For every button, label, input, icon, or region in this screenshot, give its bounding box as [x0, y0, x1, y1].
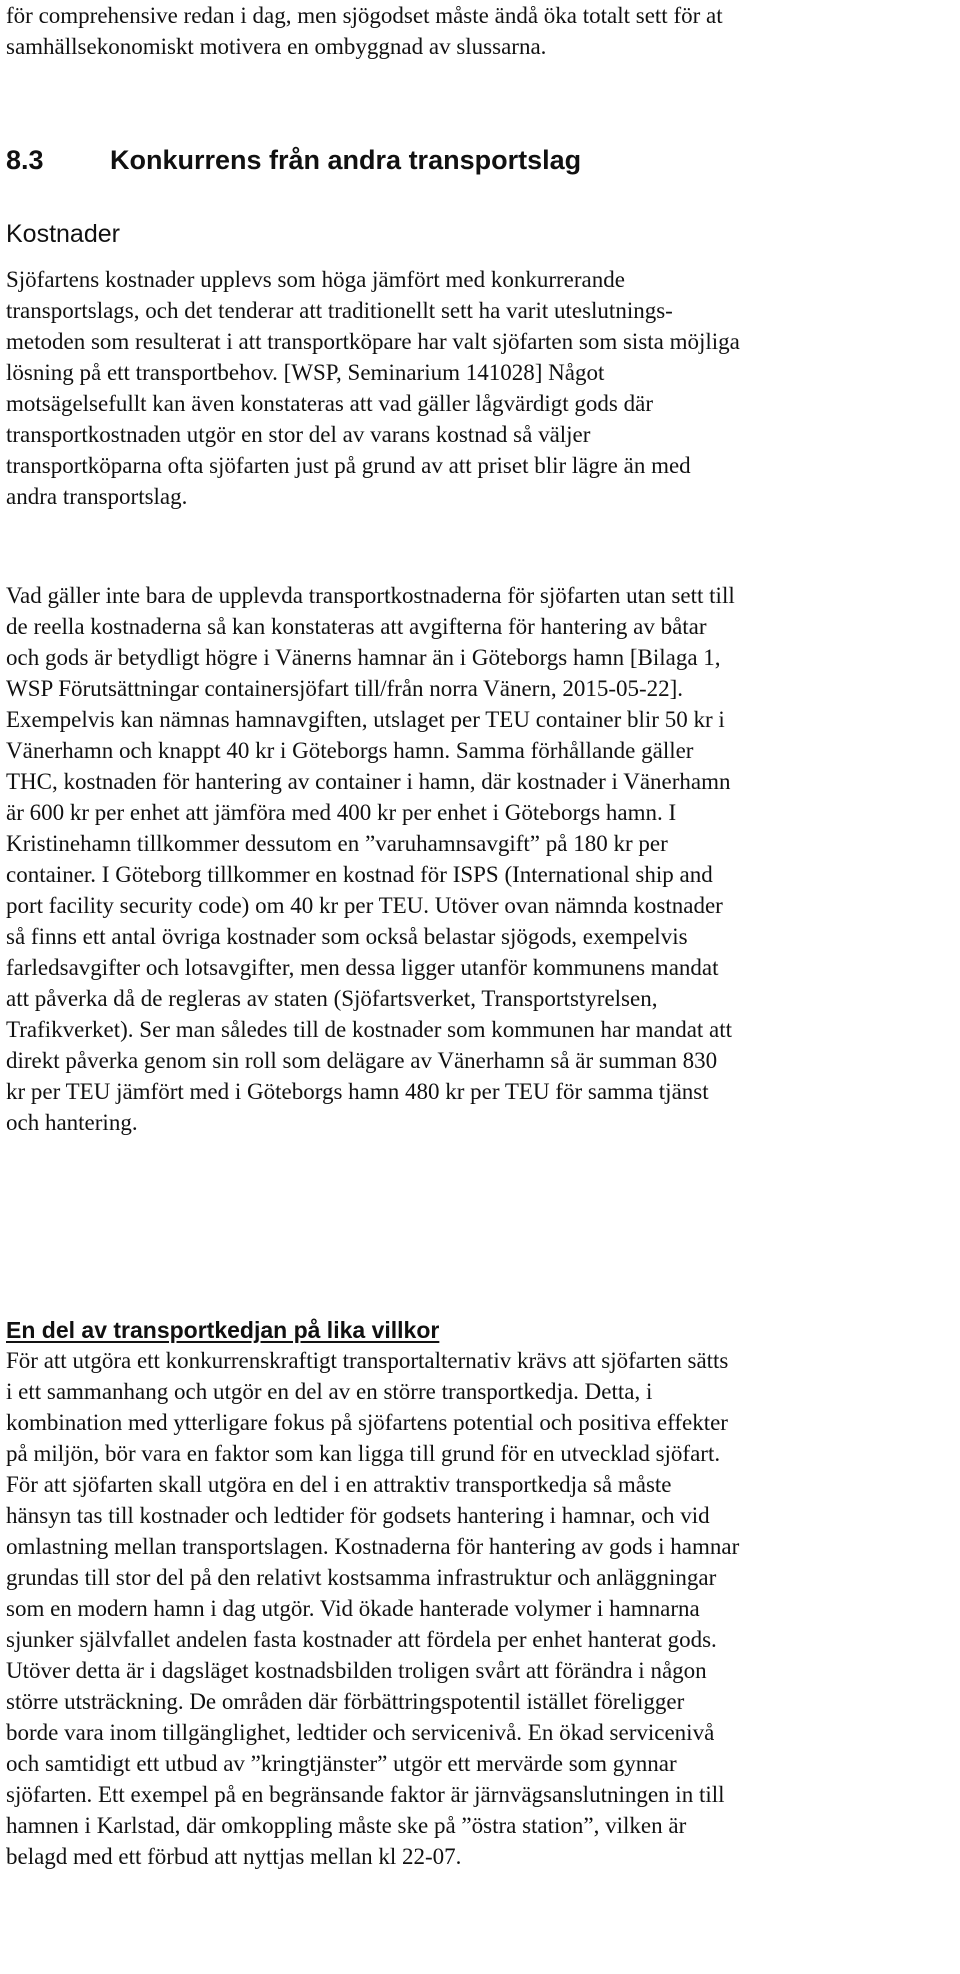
section-title: Konkurrens från andra transportslag [110, 145, 582, 175]
section-heading-transportkedjan: En del av transportkedjan på lika villkor [6, 1317, 440, 1343]
section-heading-8-3 [6, 142, 582, 178]
paragraph-kostnader-1: Sjöfartens kostnader upplevs som höga jämfört med konkurrerande transportslags, och det tenderar att traditionellt sett ha varit uteslutnings- metoden som resulterat i att transportköpare har valt sjöfarten som sista möjliga lösning på ett transportbehov. [WSP, Seminarium 141028] Något motsägelsefullt kan även konstateras att vad gäller lågvärdigt gods där transportkostnaden utgör en stor del av varans kostnad så väljer transportköparna ofta sjöfarten just på grund av att priset blir lägre än med andra transportslag. [6, 267, 740, 509]
paragraph-kostnader-2: Vad gäller inte bara de upplevda transportkostnaderna för sjöfarten utan sett till de reella kostnaderna så kan konstateras att avgifterna för hantering av båtar och gods är betydligt högre i Vänerns hamnar än i Göteborgs hamn [Bilaga 1, WSP Förutsättningar containersjöfart till/från norra Vänern, 2015-05-22]. Exempelvis kan nämnas hamnavgiften, utslaget per TEU container blir 50 kr i Vänerhamn och knappt 40 kr i Göteborgs hamn. Samma förhållande gäller THC, kostnaden för hantering av container i hamn, där kostnader i Vänerhamn är 600 kr per enhet att jämföra med 400 kr per enhet i Göteborgs hamn. I Kristinehamn tillkommer dessutom en ”varuhamnsavgift” på 180 kr per container. I Göteborg tillkommer en kostnad för ISPS (International ship and port facility security code) om 40 kr per TEU. Utöver ovan nämnda kostnader så finns ett antal övriga kostnader som också belastar sjögods, exempelvis farledsavgifter och lotsavgifter, men dessa ligger utanför kommunens mandat att påverka då de regleras av staten (Sjöfartsverket, Transportstyrelsen, Trafikverket). Ser man således till de kostnader som kommunen har mandat att direkt påverka genom sin roll som delägare av Vänerhamn så är summan 830 kr per TEU jämfört med i Göteborgs hamn 480 kr per TEU för samma tjänst och hantering. [6, 583, 735, 1135]
paragraph-transportkedjan: För att utgöra ett konkurrenskraftigt transportalternativ krävs att sjöfarten sätts i ett sammanhang och utgör en del av en större transportkedja. Detta, i kombination med ytterligare fokus på sjöfartens potential och positiva effekter på miljön, bör vara en faktor som kan ligga till grund för en utvecklad sjöfart. För att sjöfarten skall utgöra en del i en attraktiv transportkedja så måste hänsyn tas till kostnader och ledtider för godsets hantering i hamnar, och vid omlastning mellan transportslagen. Kostnaderna för hantering av gods i hamnar grundas till stor del på den relativt kostsamma infrastruktur och anläggningar som en modern hamn i dag utgör. Vid ökade hanterade volymer i hamnarna sjunker självfallet andelen fasta kostnader att fördela per enhet hanterat gods. Utöver detta är i dagsläget kostnadsbilden troligen svårt att förändra i någon större utsträckning. De områden där förbättringspotentil istället föreligger borde vara inom tillgänglighet, ledtider och servicenivå. En ökad servicenivå och samtidigt ett utbud av ”kringtjänster” utgör ett mervärde som gynnar sjöfarten. Ett exempel på en begränsande faktor är järnvägsanslutningen in till hamnen i Karlstad, där omkoppling måste ske på ”östra station”, vilken är belagd med ett förbud att nyttjas mellan kl 22-07. [6, 1348, 740, 1869]
section-number: 8.3 [6, 145, 44, 175]
intro-paragraph: för comprehensive redan i dag, men sjögodset måste ändå öka totalt sett för at samhällsekonomiskt motivera en ombyggnad av slussarna. [6, 3, 723, 59]
subheading-kostnader: Kostnader [6, 220, 120, 248]
